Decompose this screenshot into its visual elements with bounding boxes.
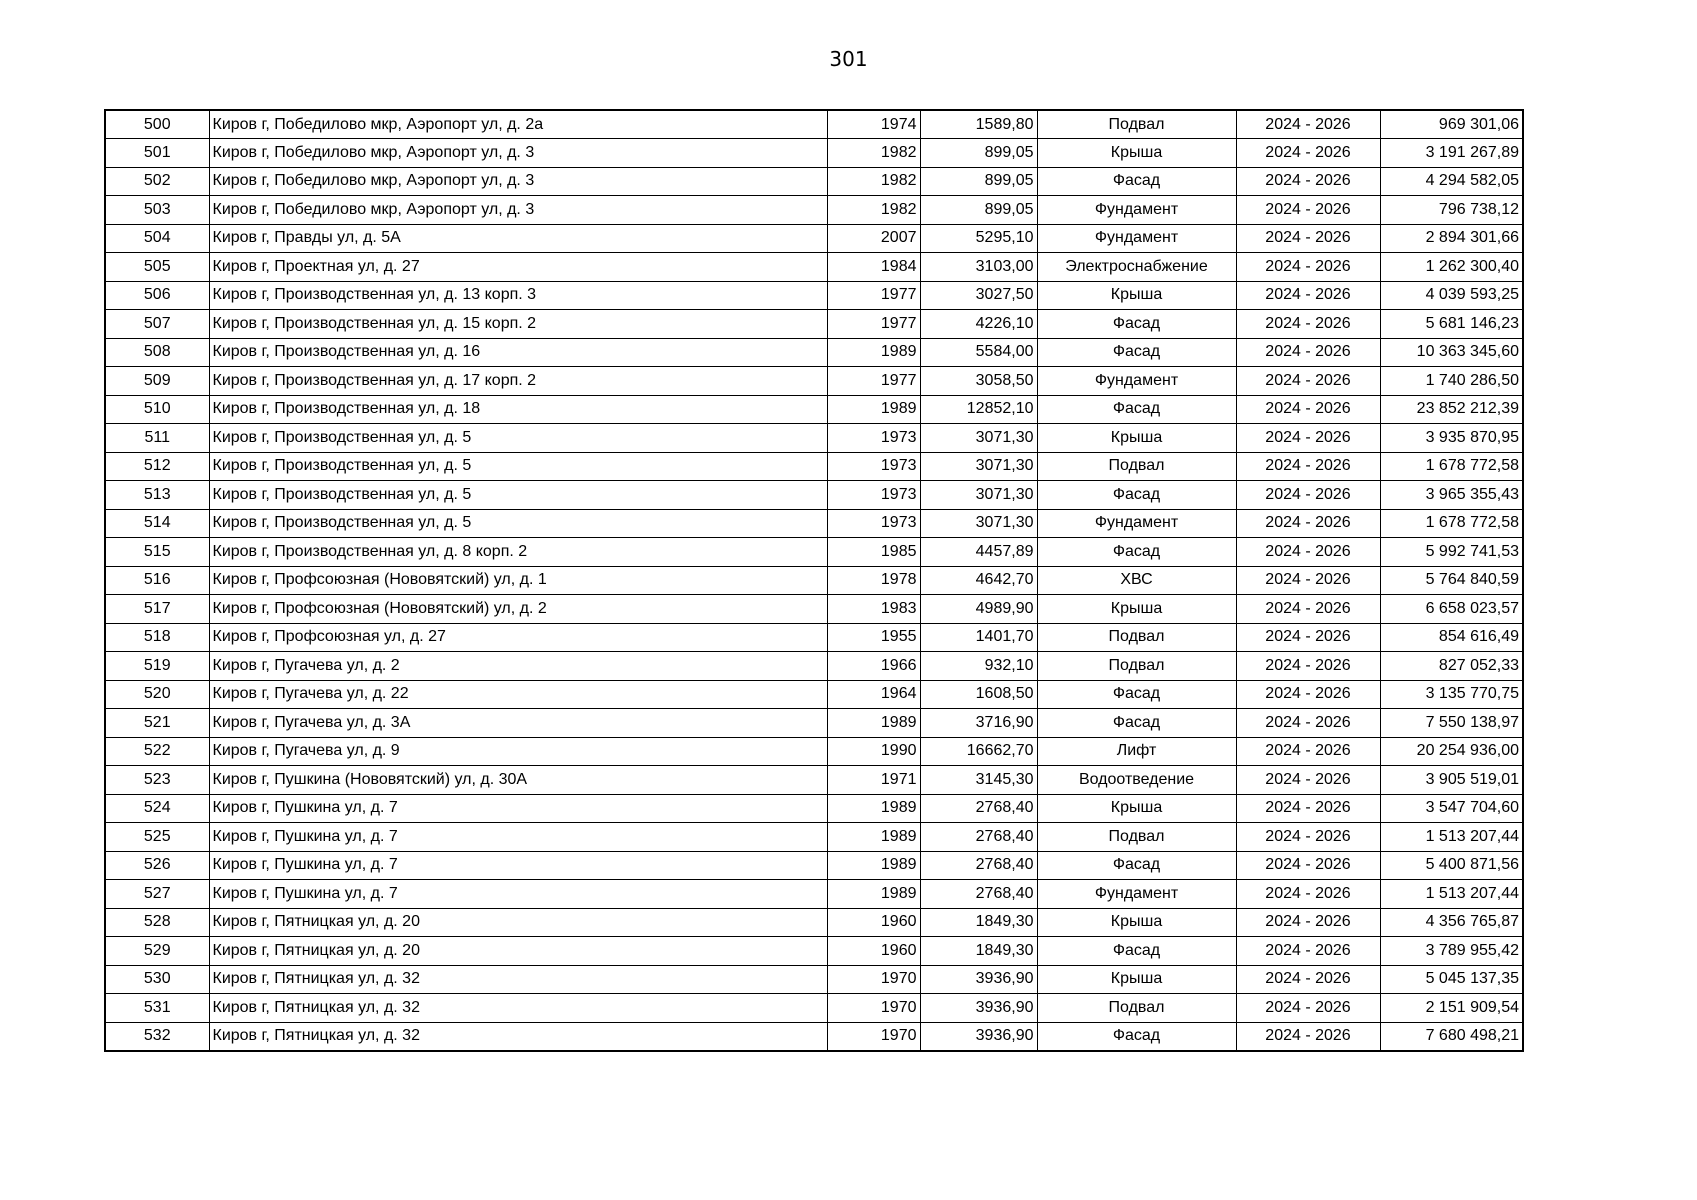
table-body: [105, 110, 1523, 1051]
work-type-cell: Фундамент: [1037, 509, 1236, 538]
year-built-cell: 1985: [827, 538, 920, 567]
work-type-cell: Фасад: [1037, 851, 1236, 880]
table-row: [105, 1022, 1523, 1051]
period-cell: 2024 - 2026: [1236, 538, 1380, 567]
work-type-cell: Фасад: [1037, 680, 1236, 709]
table-row: [105, 452, 1523, 481]
period-cell: 2024 - 2026: [1236, 367, 1380, 396]
row-number-cell: 503: [105, 196, 209, 225]
area-cell: 2768,40: [920, 794, 1037, 823]
cost-cell: 969 301,06: [1380, 110, 1523, 139]
period-cell: 2024 - 2026: [1236, 794, 1380, 823]
address-cell: Киров г, Пугачева ул, д. 22: [209, 680, 827, 709]
address-cell: Киров г, Производственная ул, д. 13 корп. 3: [209, 281, 827, 310]
work-type-cell: Крыша: [1037, 794, 1236, 823]
area-cell: 3071,30: [920, 452, 1037, 481]
area-cell: 3936,90: [920, 1022, 1037, 1051]
year-built-cell: 1977: [827, 310, 920, 339]
address-cell: Киров г, Профсоюзная (Нововятский) ул, д. 1: [209, 566, 827, 595]
period-cell: 2024 - 2026: [1236, 481, 1380, 510]
row-number-cell: 502: [105, 167, 209, 196]
area-cell: 3058,50: [920, 367, 1037, 396]
cost-cell: 4 039 593,25: [1380, 281, 1523, 310]
work-type-cell: Лифт: [1037, 737, 1236, 766]
row-number-cell: 506: [105, 281, 209, 310]
table-row: [105, 566, 1523, 595]
row-number-cell: 501: [105, 139, 209, 168]
row-number-cell: 510: [105, 395, 209, 424]
period-cell: 2024 - 2026: [1236, 139, 1380, 168]
cost-cell: 1 678 772,58: [1380, 452, 1523, 481]
period-cell: 2024 - 2026: [1236, 1022, 1380, 1051]
row-number-cell: 526: [105, 851, 209, 880]
table-row: [105, 224, 1523, 253]
work-type-cell: Фундамент: [1037, 880, 1236, 909]
address-cell: Киров г, Производственная ул, д. 17 корп. 2: [209, 367, 827, 396]
work-type-cell: Фасад: [1037, 167, 1236, 196]
table-row: [105, 908, 1523, 937]
table-row: [105, 737, 1523, 766]
area-cell: 1401,70: [920, 623, 1037, 652]
cost-cell: 5 045 137,35: [1380, 965, 1523, 994]
row-number-cell: 518: [105, 623, 209, 652]
cost-cell: 4 294 582,05: [1380, 167, 1523, 196]
table-row: [105, 481, 1523, 510]
period-cell: 2024 - 2026: [1236, 595, 1380, 624]
address-cell: Киров г, Пятницкая ул, д. 32: [209, 1022, 827, 1051]
period-cell: 2024 - 2026: [1236, 310, 1380, 339]
table-row: [105, 395, 1523, 424]
row-number-cell: 516: [105, 566, 209, 595]
row-number-cell: 500: [105, 110, 209, 139]
work-type-cell: Подвал: [1037, 452, 1236, 481]
address-cell: Киров г, Пушкина ул, д. 7: [209, 880, 827, 909]
work-type-cell: Фасад: [1037, 538, 1236, 567]
table-row: [105, 424, 1523, 453]
row-number-cell: 515: [105, 538, 209, 567]
cost-cell: 3 789 955,42: [1380, 937, 1523, 966]
row-number-cell: 523: [105, 766, 209, 795]
address-cell: Киров г, Производственная ул, д. 16: [209, 338, 827, 367]
year-built-cell: 1989: [827, 823, 920, 852]
period-cell: 2024 - 2026: [1236, 110, 1380, 139]
work-type-cell: Фундамент: [1037, 224, 1236, 253]
cost-cell: 3 547 704,60: [1380, 794, 1523, 823]
row-number-cell: 519: [105, 652, 209, 681]
table-row: [105, 338, 1523, 367]
year-built-cell: 1973: [827, 509, 920, 538]
work-type-cell: Водоотведение: [1037, 766, 1236, 795]
row-number-cell: 527: [105, 880, 209, 909]
table-row: [105, 595, 1523, 624]
address-cell: Киров г, Пушкина ул, д. 7: [209, 851, 827, 880]
table-row: [105, 709, 1523, 738]
work-type-cell: Фасад: [1037, 310, 1236, 339]
period-cell: 2024 - 2026: [1236, 737, 1380, 766]
address-cell: Киров г, Победилово мкр, Аэропорт ул, д. 3: [209, 196, 827, 225]
address-cell: Киров г, Пугачева ул, д. 3А: [209, 709, 827, 738]
table-row: [105, 880, 1523, 909]
row-number-cell: 512: [105, 452, 209, 481]
address-cell: Киров г, Победилово мкр, Аэропорт ул, д. 3: [209, 167, 827, 196]
row-number-cell: 517: [105, 595, 209, 624]
work-type-cell: Крыша: [1037, 595, 1236, 624]
table-row: [105, 139, 1523, 168]
area-cell: 3071,30: [920, 481, 1037, 510]
year-built-cell: 1989: [827, 794, 920, 823]
row-number-cell: 525: [105, 823, 209, 852]
area-cell: 3103,00: [920, 253, 1037, 282]
area-cell: 3145,30: [920, 766, 1037, 795]
year-built-cell: 1960: [827, 937, 920, 966]
area-cell: 899,05: [920, 167, 1037, 196]
work-type-cell: Подвал: [1037, 823, 1236, 852]
row-number-cell: 529: [105, 937, 209, 966]
address-cell: Киров г, Профсоюзная (Нововятский) ул, д. 2: [209, 595, 827, 624]
table-row: [105, 196, 1523, 225]
work-type-cell: Подвал: [1037, 623, 1236, 652]
cost-cell: 1 513 207,44: [1380, 880, 1523, 909]
work-type-cell: Фасад: [1037, 937, 1236, 966]
area-cell: 4642,70: [920, 566, 1037, 595]
address-cell: Киров г, Производственная ул, д. 5: [209, 481, 827, 510]
page-number: 301: [829, 47, 868, 71]
period-cell: 2024 - 2026: [1236, 196, 1380, 225]
cost-cell: 1 678 772,58: [1380, 509, 1523, 538]
area-cell: 899,05: [920, 196, 1037, 225]
year-built-cell: 1982: [827, 167, 920, 196]
cost-cell: 3 191 267,89: [1380, 139, 1523, 168]
table-row: [105, 937, 1523, 966]
table-row: [105, 766, 1523, 795]
address-cell: Киров г, Производственная ул, д. 5: [209, 424, 827, 453]
table-row: [105, 310, 1523, 339]
area-cell: 932,10: [920, 652, 1037, 681]
work-type-cell: Фасад: [1037, 1022, 1236, 1051]
address-cell: Киров г, Пугачева ул, д. 2: [209, 652, 827, 681]
address-cell: Киров г, Пушкина ул, д. 7: [209, 794, 827, 823]
work-type-cell: Крыша: [1037, 281, 1236, 310]
cost-cell: 3 965 355,43: [1380, 481, 1523, 510]
cost-cell: 6 658 023,57: [1380, 595, 1523, 624]
address-cell: Киров г, Пятницкая ул, д. 32: [209, 965, 827, 994]
row-number-cell: 514: [105, 509, 209, 538]
table-row: [105, 823, 1523, 852]
area-cell: 3936,90: [920, 965, 1037, 994]
cost-cell: 3 135 770,75: [1380, 680, 1523, 709]
cost-cell: 5 764 840,59: [1380, 566, 1523, 595]
cost-cell: 854 616,49: [1380, 623, 1523, 652]
work-type-cell: Крыша: [1037, 908, 1236, 937]
table-row: [105, 623, 1523, 652]
row-number-cell: 504: [105, 224, 209, 253]
address-cell: Киров г, Производственная ул, д. 5: [209, 452, 827, 481]
table-row: [105, 794, 1523, 823]
cost-cell: 5 681 146,23: [1380, 310, 1523, 339]
row-number-cell: 531: [105, 994, 209, 1023]
row-number-cell: 508: [105, 338, 209, 367]
area-cell: 3027,50: [920, 281, 1037, 310]
area-cell: 4457,89: [920, 538, 1037, 567]
cost-cell: 5 400 871,56: [1380, 851, 1523, 880]
work-type-cell: Фундамент: [1037, 196, 1236, 225]
table-row: [105, 509, 1523, 538]
period-cell: 2024 - 2026: [1236, 709, 1380, 738]
address-cell: Киров г, Производственная ул, д. 8 корп. 2: [209, 538, 827, 567]
work-type-cell: Крыша: [1037, 965, 1236, 994]
year-built-cell: 1970: [827, 1022, 920, 1051]
table-row: [105, 680, 1523, 709]
row-number-cell: 505: [105, 253, 209, 282]
area-cell: 2768,40: [920, 880, 1037, 909]
address-cell: Киров г, Победилово мкр, Аэропорт ул, д. 2а: [209, 110, 827, 139]
area-cell: 4226,10: [920, 310, 1037, 339]
row-number-cell: 528: [105, 908, 209, 937]
work-type-cell: Фундамент: [1037, 367, 1236, 396]
work-type-cell: Фасад: [1037, 338, 1236, 367]
work-type-cell: Электроснабжение: [1037, 253, 1236, 282]
address-cell: Киров г, Пугачева ул, д. 9: [209, 737, 827, 766]
work-type-cell: Подвал: [1037, 110, 1236, 139]
period-cell: 2024 - 2026: [1236, 908, 1380, 937]
area-cell: 4989,90: [920, 595, 1037, 624]
period-cell: 2024 - 2026: [1236, 823, 1380, 852]
cost-cell: 827 052,33: [1380, 652, 1523, 681]
table-row: [105, 965, 1523, 994]
year-built-cell: 1977: [827, 281, 920, 310]
period-cell: 2024 - 2026: [1236, 509, 1380, 538]
period-cell: 2024 - 2026: [1236, 965, 1380, 994]
year-built-cell: 1970: [827, 994, 920, 1023]
cost-cell: 3 905 519,01: [1380, 766, 1523, 795]
area-cell: 5295,10: [920, 224, 1037, 253]
address-cell: Киров г, Профсоюзная ул, д. 27: [209, 623, 827, 652]
address-cell: Киров г, Пушкина ул, д. 7: [209, 823, 827, 852]
year-built-cell: 2007: [827, 224, 920, 253]
period-cell: 2024 - 2026: [1236, 338, 1380, 367]
cost-cell: 796 738,12: [1380, 196, 1523, 225]
period-cell: 2024 - 2026: [1236, 566, 1380, 595]
cost-cell: 1 513 207,44: [1380, 823, 1523, 852]
period-cell: 2024 - 2026: [1236, 424, 1380, 453]
year-built-cell: 1984: [827, 253, 920, 282]
year-built-cell: 1982: [827, 196, 920, 225]
cost-cell: 1 740 286,50: [1380, 367, 1523, 396]
cost-cell: 7 680 498,21: [1380, 1022, 1523, 1051]
year-built-cell: 1964: [827, 680, 920, 709]
year-built-cell: 1989: [827, 338, 920, 367]
year-built-cell: 1973: [827, 452, 920, 481]
year-built-cell: 1982: [827, 139, 920, 168]
row-number-cell: 507: [105, 310, 209, 339]
year-built-cell: 1977: [827, 367, 920, 396]
address-cell: Киров г, Пятницкая ул, д. 20: [209, 937, 827, 966]
table-row: [105, 167, 1523, 196]
table-row: [105, 367, 1523, 396]
year-built-cell: 1989: [827, 851, 920, 880]
area-cell: 1589,80: [920, 110, 1037, 139]
address-cell: Киров г, Правды ул, д. 5А: [209, 224, 827, 253]
area-cell: 12852,10: [920, 395, 1037, 424]
row-number-cell: 520: [105, 680, 209, 709]
period-cell: 2024 - 2026: [1236, 994, 1380, 1023]
year-built-cell: 1974: [827, 110, 920, 139]
area-cell: 3071,30: [920, 509, 1037, 538]
address-cell: Киров г, Производственная ул, д. 18: [209, 395, 827, 424]
cost-cell: 2 151 909,54: [1380, 994, 1523, 1023]
area-cell: 3716,90: [920, 709, 1037, 738]
area-cell: 16662,70: [920, 737, 1037, 766]
cost-cell: 7 550 138,97: [1380, 709, 1523, 738]
year-built-cell: 1970: [827, 965, 920, 994]
table-row: [105, 281, 1523, 310]
cost-cell: 1 262 300,40: [1380, 253, 1523, 282]
work-type-cell: Крыша: [1037, 424, 1236, 453]
area-cell: 3936,90: [920, 994, 1037, 1023]
period-cell: 2024 - 2026: [1236, 167, 1380, 196]
row-number-cell: 513: [105, 481, 209, 510]
period-cell: 2024 - 2026: [1236, 395, 1380, 424]
work-type-cell: Подвал: [1037, 994, 1236, 1023]
work-type-cell: Фасад: [1037, 481, 1236, 510]
period-cell: 2024 - 2026: [1236, 937, 1380, 966]
area-cell: 1849,30: [920, 908, 1037, 937]
table-row: [105, 253, 1523, 282]
area-cell: 1849,30: [920, 937, 1037, 966]
cost-cell: 23 852 212,39: [1380, 395, 1523, 424]
address-cell: Киров г, Пятницкая ул, д. 20: [209, 908, 827, 937]
table-row: [105, 538, 1523, 567]
address-cell: Киров г, Производственная ул, д. 15 корп. 2: [209, 310, 827, 339]
row-number-cell: 524: [105, 794, 209, 823]
cost-cell: 4 356 765,87: [1380, 908, 1523, 937]
cost-cell: 3 935 870,95: [1380, 424, 1523, 453]
repair-register-table: [104, 109, 1524, 1052]
table-row: [105, 851, 1523, 880]
year-built-cell: 1990: [827, 737, 920, 766]
area-cell: 2768,40: [920, 851, 1037, 880]
work-type-cell: Подвал: [1037, 652, 1236, 681]
area-cell: 2768,40: [920, 823, 1037, 852]
period-cell: 2024 - 2026: [1236, 766, 1380, 795]
address-cell: Киров г, Пушкина (Нововятский) ул, д. 30А: [209, 766, 827, 795]
year-built-cell: 1971: [827, 766, 920, 795]
year-built-cell: 1989: [827, 395, 920, 424]
year-built-cell: 1989: [827, 709, 920, 738]
year-built-cell: 1955: [827, 623, 920, 652]
period-cell: 2024 - 2026: [1236, 253, 1380, 282]
table-row: [105, 994, 1523, 1023]
address-cell: Киров г, Проектная ул, д. 27: [209, 253, 827, 282]
period-cell: 2024 - 2026: [1236, 851, 1380, 880]
cost-cell: 10 363 345,60: [1380, 338, 1523, 367]
row-number-cell: 522: [105, 737, 209, 766]
period-cell: 2024 - 2026: [1236, 680, 1380, 709]
table-row: [105, 652, 1523, 681]
row-number-cell: 521: [105, 709, 209, 738]
area-cell: 5584,00: [920, 338, 1037, 367]
cost-cell: 2 894 301,66: [1380, 224, 1523, 253]
year-built-cell: 1983: [827, 595, 920, 624]
row-number-cell: 530: [105, 965, 209, 994]
cost-cell: 20 254 936,00: [1380, 737, 1523, 766]
area-cell: 899,05: [920, 139, 1037, 168]
period-cell: 2024 - 2026: [1236, 623, 1380, 652]
year-built-cell: 1973: [827, 424, 920, 453]
period-cell: 2024 - 2026: [1236, 452, 1380, 481]
year-built-cell: 1966: [827, 652, 920, 681]
year-built-cell: 1989: [827, 880, 920, 909]
address-cell: Киров г, Победилово мкр, Аэропорт ул, д. 3: [209, 139, 827, 168]
period-cell: 2024 - 2026: [1236, 880, 1380, 909]
work-type-cell: Крыша: [1037, 139, 1236, 168]
period-cell: 2024 - 2026: [1236, 652, 1380, 681]
address-cell: Киров г, Пятницкая ул, д. 32: [209, 994, 827, 1023]
address-cell: Киров г, Производственная ул, д. 5: [209, 509, 827, 538]
row-number-cell: 511: [105, 424, 209, 453]
area-cell: 3071,30: [920, 424, 1037, 453]
year-built-cell: 1978: [827, 566, 920, 595]
work-type-cell: ХВС: [1037, 566, 1236, 595]
row-number-cell: 509: [105, 367, 209, 396]
period-cell: 2024 - 2026: [1236, 224, 1380, 253]
row-number-cell: 532: [105, 1022, 209, 1051]
year-built-cell: 1960: [827, 908, 920, 937]
period-cell: 2024 - 2026: [1236, 281, 1380, 310]
cost-cell: 5 992 741,53: [1380, 538, 1523, 567]
table-row: [105, 110, 1523, 139]
work-type-cell: Фасад: [1037, 709, 1236, 738]
work-type-cell: Фасад: [1037, 395, 1236, 424]
area-cell: 1608,50: [920, 680, 1037, 709]
year-built-cell: 1973: [827, 481, 920, 510]
